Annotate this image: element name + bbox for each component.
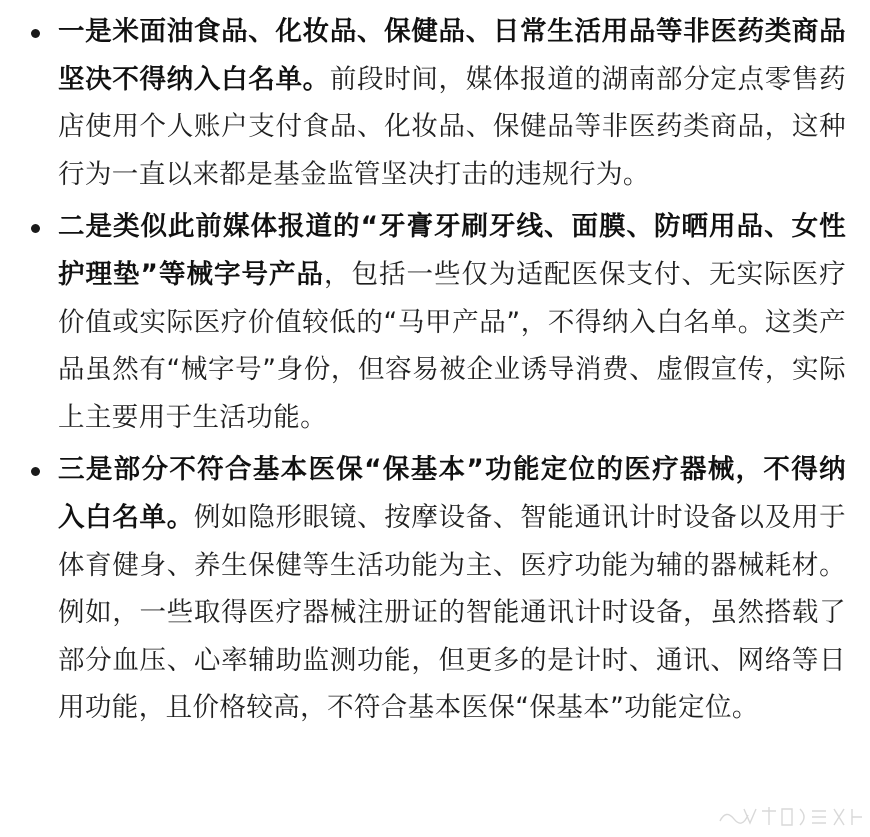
item-body-text: 例如隐形眼镜、按摩设备、智能通讯计时设备以及用于体育健身、养生保健等生活功能为主、医疗功能为辅的器械耗材。例如，一些取得医疗器械注册证的智能通讯计时设备，虽然搭载了部分血压、心率辅助监测功能，但更多的是计时、通讯、网络等日用功能，且价格较高，不符合基本医保“保基本”功能定位。 xyxy=(58,501,847,724)
bullet-dot-icon xyxy=(31,467,40,476)
list-item xyxy=(0,8,870,198)
item-body-text: 前段时间，媒体报道的湖南部分定点零售药店使用个人账户支付食品、化妆品、保健品等非医药类商品，这种行为一直以来都是基金监管坚决打击的违规行为。 xyxy=(58,63,847,190)
bullet-dot-icon xyxy=(31,29,40,38)
bullet-dot-icon xyxy=(31,224,40,233)
item-lead-text: 二是类似此前媒体报道的“牙膏牙刷牙线、面膜、防晒用品、女性护理垫”等械字号产品 xyxy=(58,211,846,290)
item-lead-text: 三是部分不符合基本医保“保基本”功能定位的医疗器械，不得纳入白名单。 xyxy=(58,454,846,533)
list-item xyxy=(0,446,870,732)
list-item xyxy=(0,203,870,441)
bullet-list xyxy=(0,8,870,732)
item-body-text: ，包括一些仅为适配医保支付、无实际医疗价值或实际医疗价值较低的“马甲产品”，不得纳入白名单。这类产品虽然有“械字号”身份，但容易被企业诱导消费、虚假宣传，实际上主要用于生活功能。 xyxy=(58,258,846,433)
item-lead-text: 一是米面油食品、化妆品、保健品、日常生活用品等非医药类商品坚决不得纳入白名单。 xyxy=(58,16,846,95)
watermark-icon xyxy=(716,801,866,831)
